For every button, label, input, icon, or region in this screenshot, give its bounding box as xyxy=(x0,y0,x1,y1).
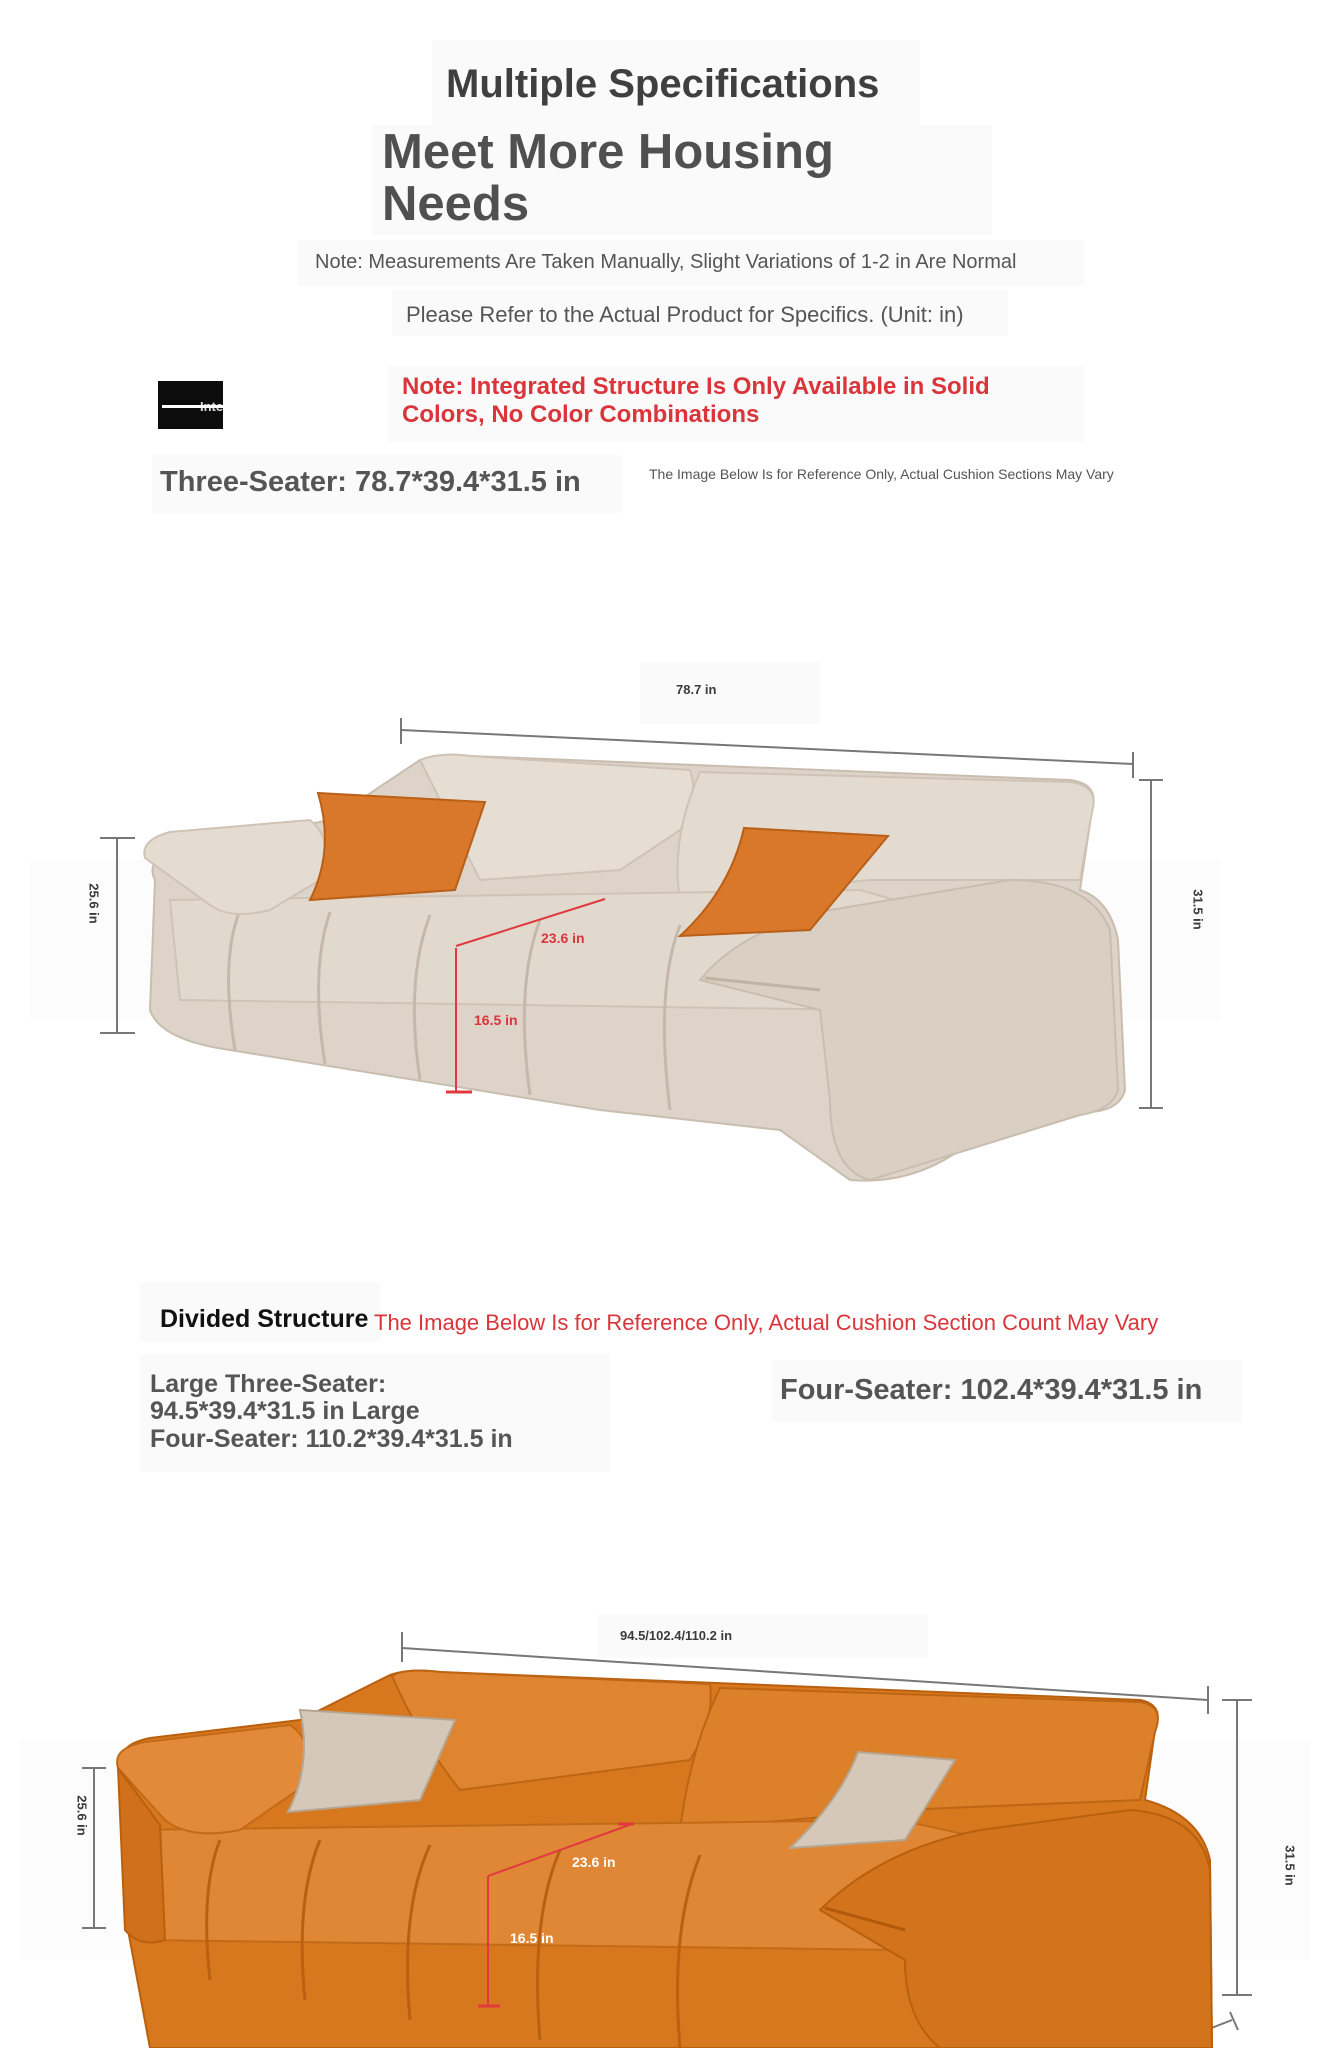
integrated-total-height-label: 31.5 in xyxy=(1190,889,1206,930)
large-three-seater-line2: 94.5*39.4*31.5 in Large xyxy=(150,1397,420,1425)
page-subtitle-line1: Meet More Housing xyxy=(382,125,834,179)
page-title: Multiple Specifications xyxy=(446,62,880,106)
large-four-seater-line3: Four-Seater: 110.2*39.4*31.5 in xyxy=(150,1425,513,1453)
unit-note: Please Refer to the Actual Product for Specifics. (Unit: in) xyxy=(406,302,964,327)
large-three-seater-line1: Large Three-Seater: xyxy=(150,1370,387,1398)
page-subtitle-line2: Needs xyxy=(382,177,530,231)
measurement-note: Note: Measurements Are Taken Manually, Slight Variations of 1-2 in Are Normal xyxy=(315,251,1017,273)
divided-width-label: 94.5/102.4/110.2 in xyxy=(620,1628,733,1643)
divided-total-height-label: 31.5 in xyxy=(1282,1845,1298,1886)
integrated-reference-note: The Image Below Is for Reference Only, Actual Cushion Sections May Vary xyxy=(649,466,1114,482)
divided-arm-height-label: 25.6 in xyxy=(74,1795,90,1836)
integrated-seat-height-label: 16.5 in xyxy=(474,1012,518,1028)
integrated-seat-depth-label: 23.6 in xyxy=(541,930,585,946)
four-seater-size: Four-Seater: 102.4*39.4*31.5 in xyxy=(780,1374,1203,1406)
integrated-warning-line1: Note: Integrated Structure Is Only Available in Solid xyxy=(402,373,990,400)
divided-reference-note: The Image Below Is for Reference Only, Actual Cushion Section Count May Vary xyxy=(374,1310,1159,1335)
divided-seat-depth-label: 23.6 in xyxy=(572,1854,616,1870)
divided-seat-height-label: 16.5 in xyxy=(510,1930,554,1946)
integrated-warning-line2: Colors, No Color Combinations xyxy=(402,401,760,428)
integrated-badge-label: Integrated Structure xyxy=(200,399,325,414)
three-seater-size: Three-Seater: 78.7*39.4*31.5 in xyxy=(160,466,581,498)
integrated-width-label: 78.7 in xyxy=(676,682,717,697)
divided-title: Divided Structure xyxy=(160,1305,369,1333)
integrated-arm-height-label: 25.6 in xyxy=(86,883,102,924)
